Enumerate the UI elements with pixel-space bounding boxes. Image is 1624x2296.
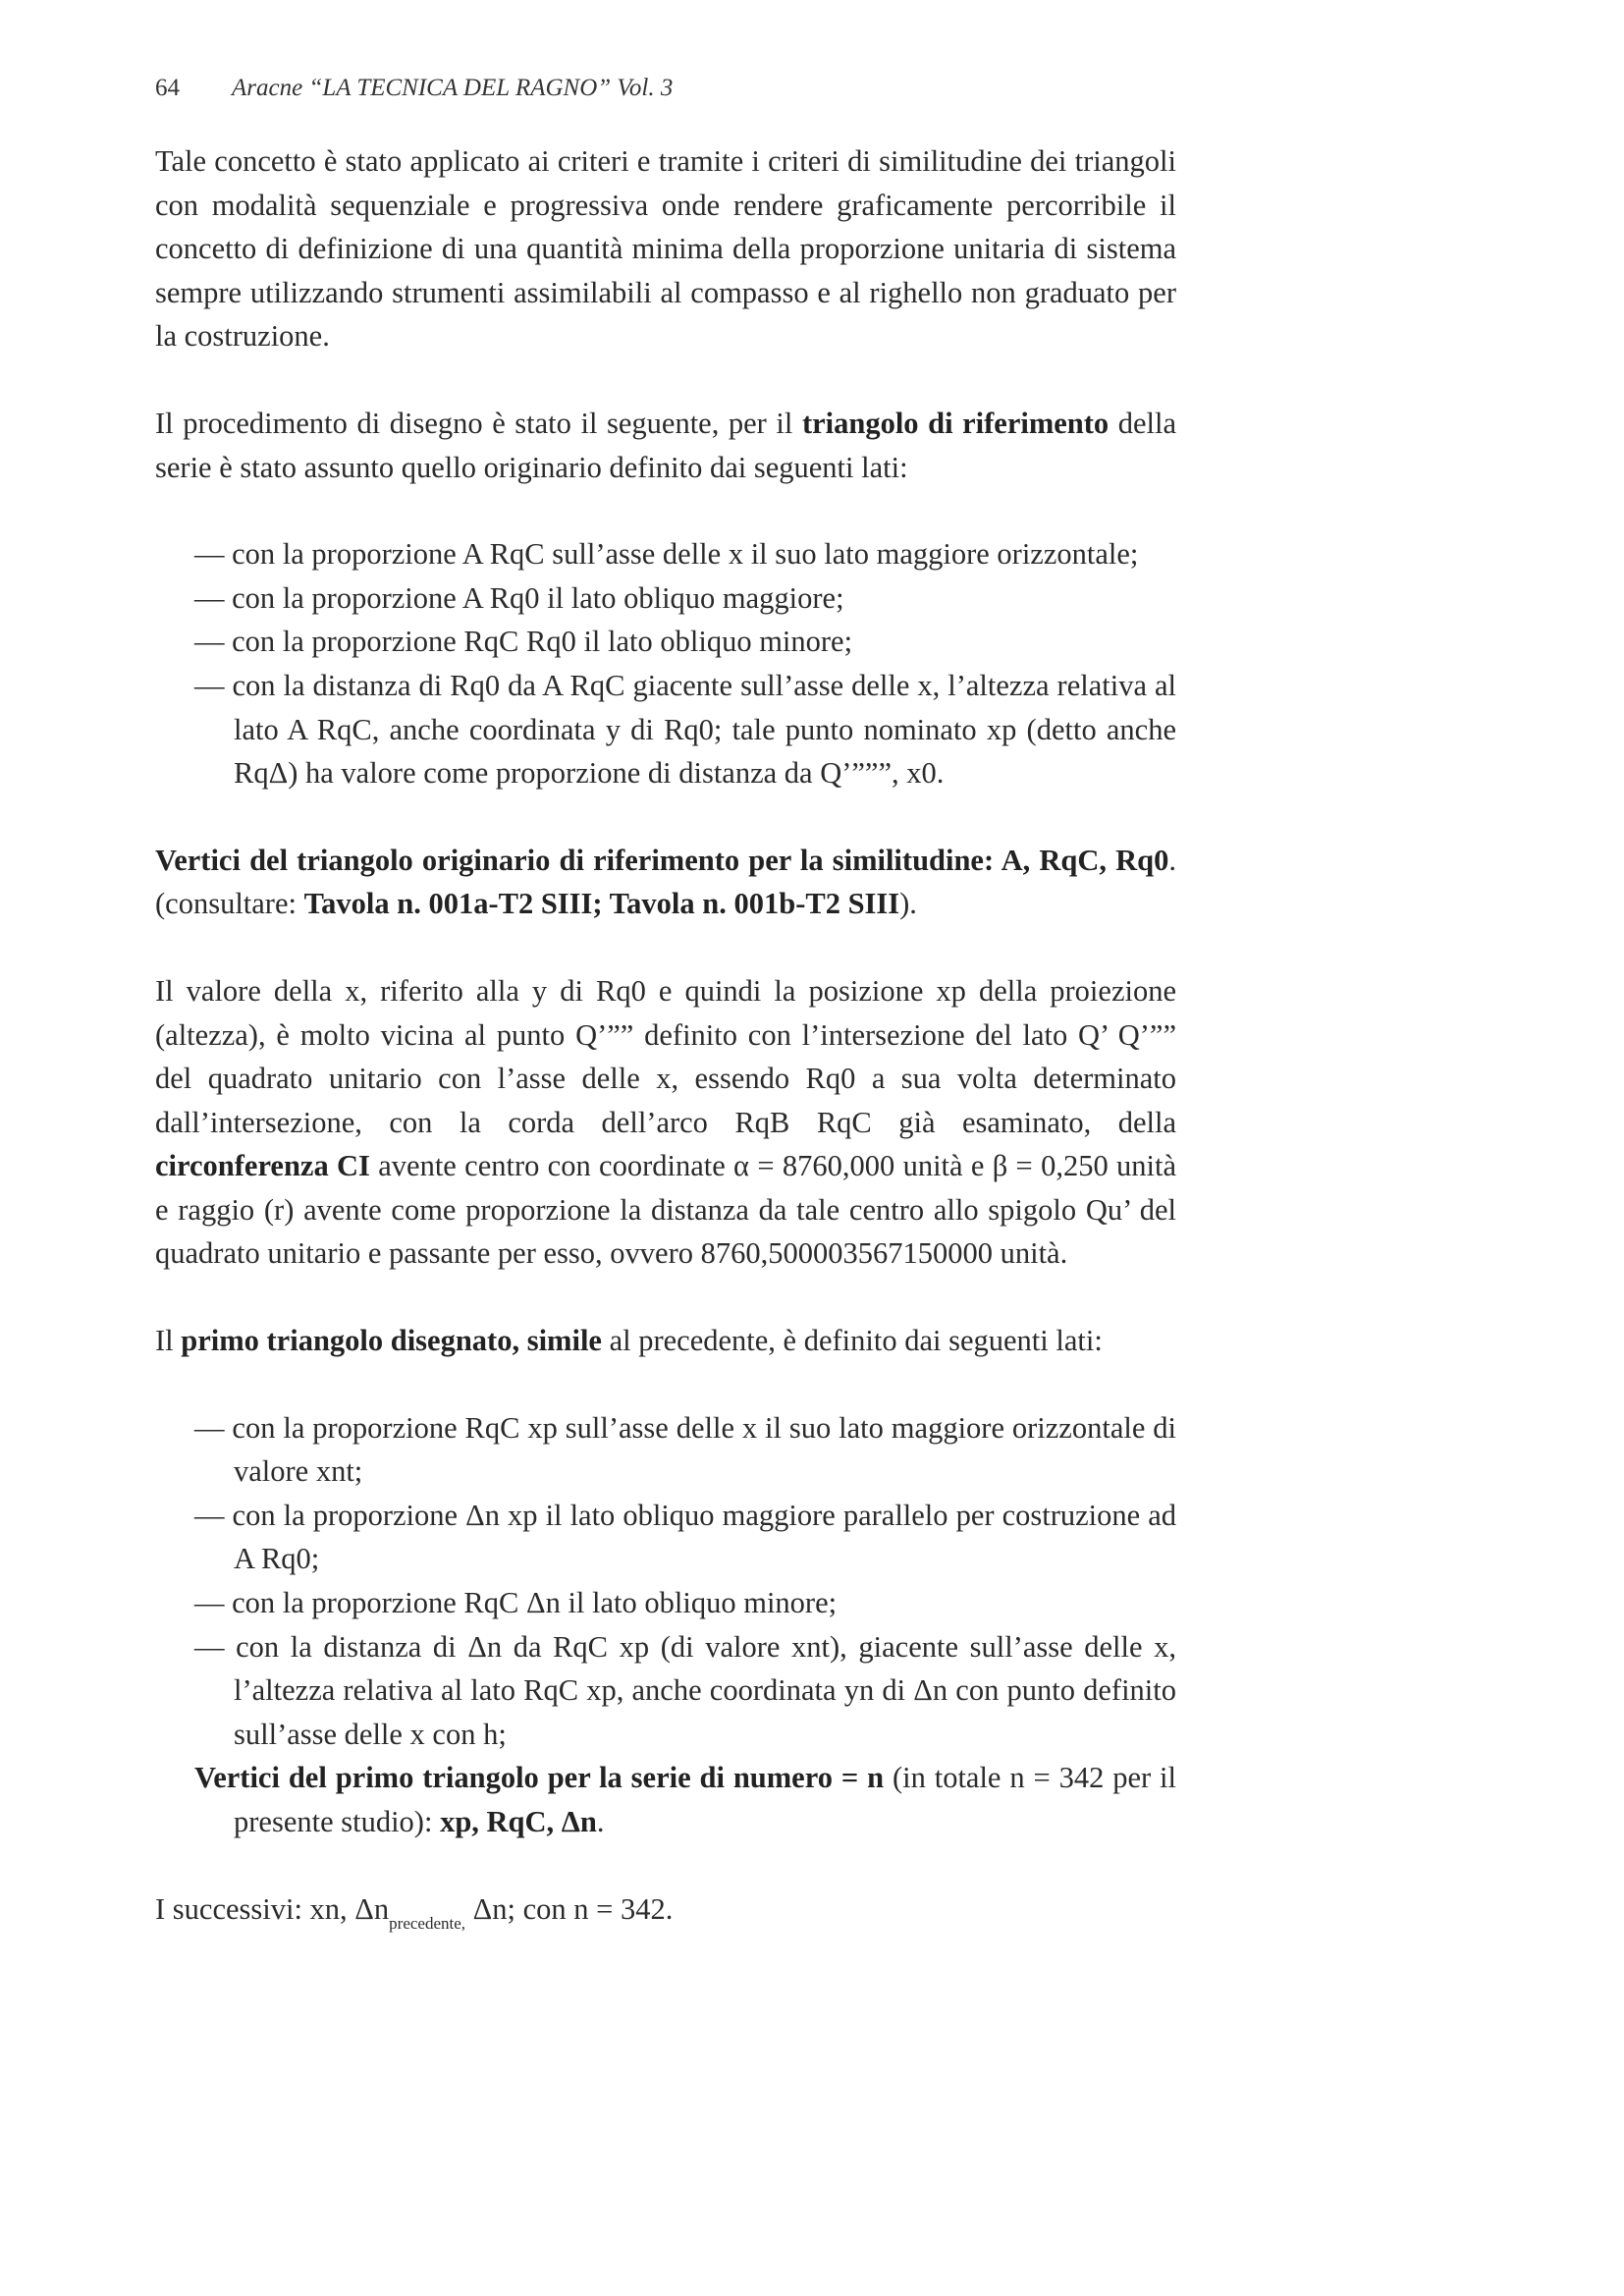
text-run: al precedente, è definito dai seguenti lati:	[601, 1324, 1103, 1358]
paragraph-vertices-reference	[155, 839, 1176, 926]
text-run: .	[596, 1805, 605, 1838]
text-run: ).	[899, 887, 917, 921]
paragraph-procedure	[155, 402, 1176, 489]
list-item: — con la proporzione A Rq0 il lato obliquo maggiore;	[194, 580, 844, 615]
list-item: — con la proporzione RqC Rq0 il lato obliquo minore;	[194, 625, 853, 659]
text-run: Δn; con n = 342.	[465, 1891, 674, 1926]
page-content	[155, 71, 1176, 1931]
text-run: . (consultare:	[155, 843, 1176, 921]
bold-term: xp, RqC, Δn	[440, 1805, 597, 1838]
text-run: Il valore della x, riferito alla y di Rq0 e quindi la posizione xp della proiezione (altezza), è molto vicina al punto Q’”” definito con l’intersezione del lato Q’ Q’”” del quadrato unitario con l’asse delle x, essendo Rq0 a sua volta determinato dall’intersezione, con la corda dell’arco RqB RqC già esaminato, della	[155, 973, 1176, 1139]
bold-term: simile	[526, 1324, 602, 1358]
text-run	[519, 1324, 527, 1357]
list-item: — con la proporzione RqC Δn il lato obliquo minore;	[194, 1586, 838, 1620]
list-item: — con la proporzione Δn xp il lato obliquo maggiore parallelo per costruzione ad A Rq0;	[194, 1498, 1176, 1576]
running-header	[155, 71, 1176, 106]
running-title: Aracne “LA TECNICA DEL RAGNO” Vol. 3	[232, 75, 674, 101]
subscript: precedente,	[389, 1913, 466, 1933]
text-run: Il	[155, 1324, 182, 1358]
bold-term: triangolo di riferimento	[801, 406, 1110, 440]
text-run: della serie è stato assunto quello originario definito dai seguenti lati:	[155, 406, 1176, 484]
bold-term: circonferenza CI	[155, 1149, 370, 1183]
paragraph-successivi	[155, 1887, 1176, 1932]
list-item: — con la distanza di Rq0 da A RqC giacente sull’asse delle x, l’altezza relativa al lato A RqC, anche coordinata y di Rq0; tale punto nominato xp (detto anche RqΔ) ha valore come proporzione di distanza da Q’”””, x0.	[194, 668, 1176, 791]
text-run: (in totale n = 342 per il presente studio):	[234, 1761, 1176, 1838]
bold-term: Tavola n. 001a-T2 SIII; Tavola n. 001b-T2 SIII	[303, 887, 900, 921]
list-item: — con la distanza di Δn da RqC xp (di valore xnt), giacente sull’asse delle x, l’altezza relativa al lato RqC xp, anche coordinata yn di Δn con punto definito sull’asse delle x con h;	[194, 1629, 1176, 1751]
paragraph-first-triangle	[155, 1319, 1176, 1363]
paragraph-x-value	[155, 969, 1176, 1276]
paragraph-intro: Tale concetto è stato applicato ai criteri e tramite i criteri di similitudine dei triangoli con modalità sequenziale e progressiva onde rendere graficamente percorribile il concetto di definizione di una quantità minima della proporzione unitaria di sistema sempre utilizzando strumenti assimilabili al compasso e al righello non graduato per la costruzione.	[155, 144, 1176, 354]
bold-term: primo triangolo disegnato,	[181, 1324, 520, 1358]
paragraph-vertices-first	[155, 1756, 1176, 1843]
bold-term: Vertici del triangolo originario di riferimento per la similitudine: A, RqC, Rq0	[155, 843, 1169, 877]
reference-triangle-sides-list	[155, 532, 1176, 795]
list-item: — con la proporzione RqC xp sull’asse delle x il suo lato maggiore orizzontale di valore xnt;	[194, 1410, 1176, 1489]
text-run: I successivi: xn, Δn	[155, 1891, 390, 1926]
text-run: avente centro con coordinate α = 8760,000 unità e β = 0,250 unità e raggio (r) avente come proporzione la distanza da tale centro allo spigolo Qu’ del quadrato unitario e passante per esso, ovvero 8760,500003567150000 unità.	[155, 1149, 1176, 1271]
text-run: Il procedimento di disegno è stato il seguente, per il	[155, 406, 802, 440]
first-triangle-sides-list	[155, 1406, 1176, 1757]
page-number: 64	[155, 75, 180, 101]
bold-term: Vertici del primo triangolo per la serie di numero = n	[194, 1761, 885, 1795]
list-item: — con la proporzione A RqC sull’asse delle x il suo lato maggiore orizzontale;	[194, 537, 1139, 572]
